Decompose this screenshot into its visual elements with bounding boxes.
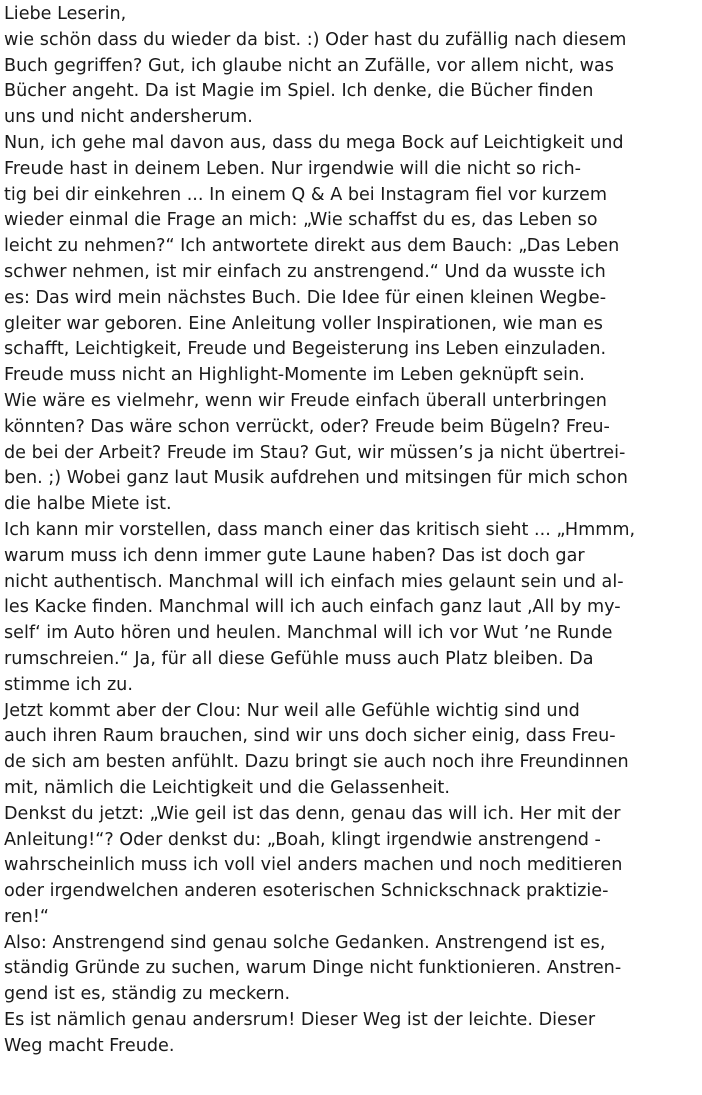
text-line: Bücher angeht. Da ist Magie im Spiel. Ich denke, die Bücher finden [4,81,594,102]
text-line: de sich am besten anfühlt. Dazu bringt sie auch noch ihre Freundinnen [4,752,629,773]
text-line: könnten? Das wäre schon verrückt, oder? Freude beim Bügeln? Freu- [4,416,610,437]
text-line: Anleitung!“? Oder denkst du: „Boah, klingt irgendwie anstrengend - [4,829,601,850]
text-line: Jetzt kommt aber der Clou: Nur weil alle Gefühle wichtig sind und [4,700,580,721]
paragraph [4,131,698,518]
text-line: ständig Gründe zu suchen, warum Dinge nicht funktionieren. Anstren- [4,958,622,979]
text-line: tig bei dir einkehren ... In einem Q & A bei Instagram fiel vor kurzem [4,184,608,205]
text-line: schafft, Leichtigkeit, Freude und Begeisterung ins Leben einzuladen. [4,339,607,360]
text-line: oder irgendwelchen anderen esoterischen Schnickschnack praktizie- [4,881,609,902]
text-line: schwer nehmen, ist mir einfach zu anstrengend.“ Und da wusste ich [4,261,606,282]
text-line: Wie wäre es vielmehr, wenn wir Freude einfach überall unterbringen [4,390,607,411]
paragraph [4,1008,698,1060]
text-line: Buch gegriffen? Gut, ich glaube nicht an Zufälle, vor allem nicht, was [4,55,614,76]
text-line: wahrscheinlich muss ich voll viel anders machen und noch meditieren [4,855,623,876]
text-line: auch ihren Raum brauchen, sind wir uns doch sicher einig, dass Freu- [4,726,616,747]
paragraph [4,802,698,931]
text-line: leicht zu nehmen?“ Ich antwortete direkt aus dem Bauch: „Das Leben [4,236,620,257]
text-line: warum muss ich denn immer gute Laune haben? Das ist doch gar [4,545,585,566]
text-line: stimme ich zu. [4,674,133,695]
paragraph [4,518,698,699]
text-line: mit, nämlich die Leichtigkeit und die Gelassenheit. [4,777,450,798]
text-line: Nun, ich gehe mal davon aus, dass du mega Bock auf Leichtigkeit und [4,132,624,153]
text-line: Es ist nämlich genau andersrum! Dieser Weg ist der leichte. Dieser [4,1010,596,1031]
text-line: ren!“ [4,906,49,927]
text-line: es: Das wird mein nächstes Buch. Die Idee für einen kleinen Wegbe- [4,287,607,308]
text-line: Freude muss nicht an Highlight-Momente im Leben geknüpft sein. [4,365,585,386]
text-line: les Kacke finden. Manchmal will ich auch einfach ganz laut ‚All by my- [4,597,621,618]
text-line: Also: Anstrengend sind genau solche Gedanken. Anstrengend ist es, [4,932,606,953]
text-line: die halbe Miete ist. [4,494,172,515]
text-line: Denkst du jetzt: „Wie geil ist das denn, genau das will ich. Her mit der [4,803,621,824]
paragraph [4,931,698,1008]
text-line: Freude hast in deinem Leben. Nur irgendwie will die nicht so rich- [4,158,581,179]
text-line: Weg macht Freude. [4,1035,175,1056]
text-line: nicht authentisch. Manchmal will ich einfach mies gelaunt sein und al- [4,571,624,592]
text-line: Liebe Leserin, [4,4,127,24]
text-line: wieder einmal die Frage an mich: „Wie schaffst du es, das Leben so [4,210,598,231]
text-line: de bei der Arbeit? Freude im Stau? Gut, wir müssen’s ja nicht übertrei- [4,442,626,463]
text-line: gleiter war geboren. Eine Anleitung voller Inspirationen, wie man es [4,313,603,334]
document-body [4,2,698,1060]
text-line: Ich kann mir vorstellen, dass manch einer das kritisch sieht ... „Hmmm, [4,519,636,540]
text-line: self‘ im Auto hören und heulen. Manchmal will ich vor Wut ’ne Runde [4,623,613,644]
text-line: ben. ;) Wobei ganz laut Musik aufdrehen und mitsingen für mich schon [4,468,628,489]
paragraph [4,699,698,802]
text-line: rumschreien.“ Ja, für all diese Gefühle muss auch Platz bleiben. Da [4,648,594,669]
text-line: uns und nicht andersherum. [4,107,253,128]
paragraph [4,2,698,131]
text-line: gend ist es, ständig zu meckern. [4,984,291,1005]
text-line: wie schön dass du wieder da bist. :) Oder hast du zufällig nach diesem [4,29,627,50]
